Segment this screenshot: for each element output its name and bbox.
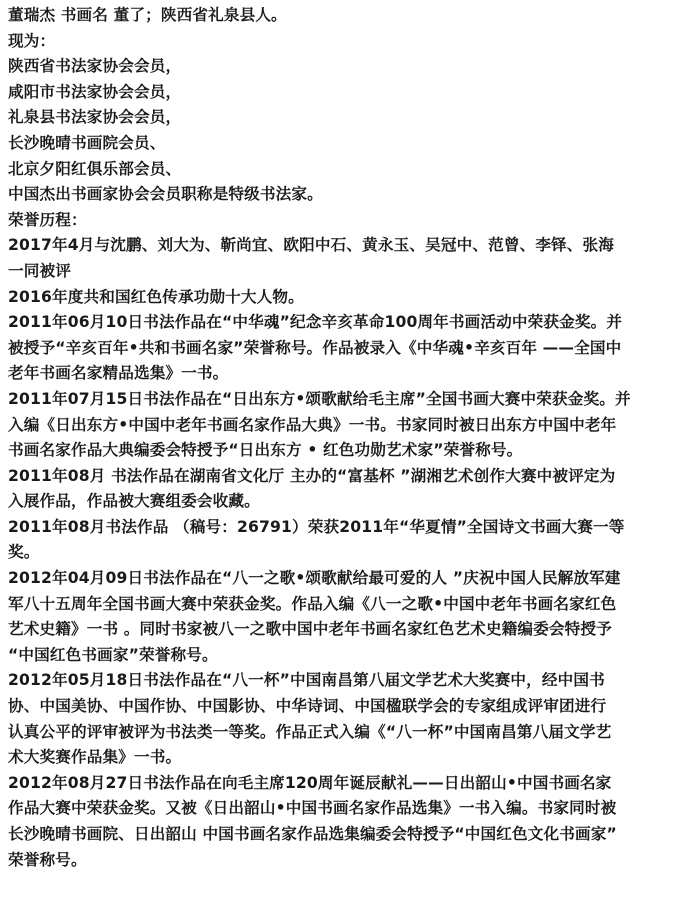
membership-xianyang: 咸阳市书法家协会会员， xyxy=(8,82,182,101)
membership-china-outstanding: 中国杰出书画家协会会员职称是特级书法家。 xyxy=(8,185,323,204)
honor-20120409-line-4: “中国红色书画家”荣誉称号。 xyxy=(8,645,218,664)
honor-2016-line: 2016年度共和国红色传承功勋十大人物。 xyxy=(8,287,304,306)
honor-20120827-line-1: 2012年08月27日书法作品在向毛主席120周年诞辰献礼——日出韶山•中国书画名家 xyxy=(8,773,612,792)
honor-20120827-line-2: 作品大赛中荣获金奖。又被《日出韶山•中国书画名家作品选集》一书入编。书家同时被 xyxy=(8,799,617,818)
membership-shaanxi: 陕西省书法家协会会员， xyxy=(8,57,182,76)
honor-20110715-line-2: 入编《日出东方•中国中老年书画名家作品大典》一书。书家同时被日出东方中国中老年 xyxy=(8,415,617,434)
honor-20110610-line-3: 老年书画名家精品选集》一书。 xyxy=(8,364,229,383)
membership-liquan: 礼泉县书法家协会会员， xyxy=(8,108,182,127)
honor-20110715-line-1: 2011年07月15日书法作品在“日出东方•颂歌献给毛主席”全国书画大赛中荣获金奖。并 xyxy=(8,389,631,408)
honor-20120409-line-1: 2012年04月09日书法作品在“八一之歌•颂歌献给最可爱的人 ”庆祝中国人民解放军建 xyxy=(8,569,621,588)
honor-2017-line-1: 2017年4月与沈鹏、刘大为、靳尚宜、欧阳中石、黄永玉、吴冠中、范曾、李铎、张海 xyxy=(8,236,615,255)
honors-heading: 荣誉历程： xyxy=(8,210,87,229)
honor-20120827-line-3: 长沙晚晴书画院、日出韶山 中国书画名家作品选集编委会特授予“中国红色文化书画家” xyxy=(8,825,617,843)
honor-20110610-line-1: 2011年06月10日书法作品在“中华魂”纪念辛亥革命100周年书画活动中荣获金奖。并 xyxy=(8,313,623,332)
honor-201108-huaxia-line-1: 2011年08月书法作品 （稿号：26791）荣获2011年“华夏情”全国诗文书画大赛一等 xyxy=(8,517,625,536)
honor-201108-huaxia-line-2: 奖。 xyxy=(8,543,40,562)
honor-20120518-line-3: 认真公平的评审被评为书法类一等奖。作品正式入编《“八一杯”中国南昌第八届文学艺 xyxy=(8,722,612,741)
honor-20120827-line-4: 荣誉称号。 xyxy=(8,850,87,869)
honor-201108-hunan-line-1: 2011年08月 书法作品在湖南省文化厅 主办的“富基杯 ”湖湘艺术创作大赛中被评定为 xyxy=(8,466,616,485)
current-heading: 现为： xyxy=(8,31,56,50)
honor-20120409-line-3: 艺术史籍》一书 。同时书家被八一之歌中国中老年书画名家红色艺术史籍编委会特授予 xyxy=(8,620,612,639)
honor-20110715-line-3: 书画名家作品大典编委会特授予“日出东方 • 红色功勋艺术家”荣誉称号。 xyxy=(8,441,523,460)
honor-201108-hunan-line-2: 入展作品，作品被大赛组委会收藏。 xyxy=(8,492,260,511)
honor-20120409-line-2: 军八十五周年全国书画大赛中荣获金奖。作品入编《八一之歌•中国中老年书画名家红色 xyxy=(8,594,617,613)
membership-beijing: 北京夕阳红俱乐部会员、 xyxy=(8,159,182,178)
bio-name-line: 董瑞杰 书画名 董了；陕西省礼泉县人。 xyxy=(8,6,287,24)
honor-2017-line-2: 一同被评 xyxy=(8,261,71,280)
membership-changsha: 长沙晚晴书画院会员、 xyxy=(8,133,166,152)
honor-20120518-line-1: 2012年05月18日书法作品在“八一杯”中国南昌第八届文学艺术大奖赛中，经中国书 xyxy=(8,671,605,690)
honor-20120518-line-4: 术大奖赛作品集》一书。 xyxy=(8,748,182,767)
honor-20110610-line-2: 被授予“辛亥百年•共和书画名家”荣誉称号。作品被录入《中华魂•辛亥百年 ——全国中 xyxy=(8,338,622,357)
honor-20120518-line-2: 协、中国美协、中国作协、中国影协、中华诗词、中国楹联学会的专家组成评审团进行 xyxy=(8,697,607,716)
